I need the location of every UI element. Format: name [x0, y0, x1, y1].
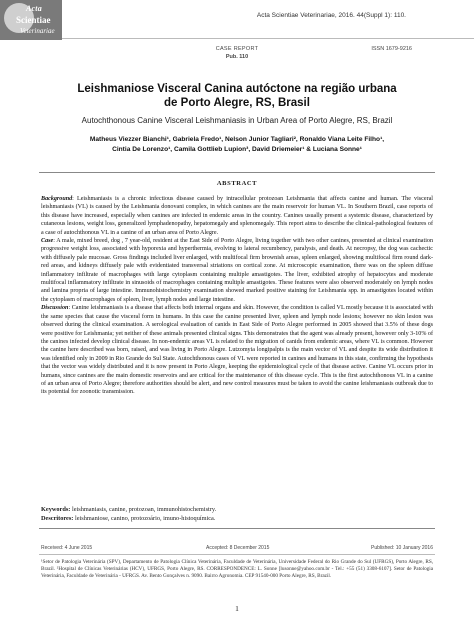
journal-logo [0, 0, 62, 40]
abstract-heading: ABSTRACT [216, 180, 258, 187]
case-label: Case [41, 238, 54, 245]
page-number: 1 [235, 604, 239, 613]
descritores-text: leishmaniose, canino, protozoário, imuno-histoquímica. [73, 514, 216, 522]
received-date: Received: 4 June 2015 [41, 545, 93, 551]
header-divider [62, 38, 474, 39]
keywords-text: leishmaniasis, canine, protozoan, immunohistochemistry. [70, 506, 217, 513]
journal-header [0, 0, 474, 40]
article-title [60, 82, 414, 110]
publication-number: Pub. 110 [225, 54, 249, 60]
logo-text-3: Veterinariae [20, 27, 55, 35]
discussion-text: : Canine leishmaniasis is a disease that affects both internal organs and skin. However, the condition is called VL mostly because it is associated with the same species that cause the visceral form in humans. In this case the canine presented liver, spleen and lymph node lesions; however no skin lesion was observed during the clinical examination. A serological evaluation of canids in East Side of Porto Alegre performed in 2005 showed that 3.5% of these dogs were positive for Leishmania; yet neither of these animals presented clinical signs. This demonstrates that the agent was already present, however only 3-10% of the canines infected develop clinical disease. In non-endemic areas VL is related to the migration of canids from endemic areas, where VL is common. However the canine here described was born, raised, and was living in Porto Alegre. Lutzomyia longipalpis is the main vector of VL and despite its wide distribution it was identified only in 2009 in Rio Grande do Sul State. Autochthonous cases of VL were reported in canines and humans in this state, confirming the hypothesis that the vector was widely distributed and it is now present in Porto Alegre, keeping the epidemiological cycle of that disease active. Canine VL occurs prior in humans, since canines are the main domestic reservoirs and are critical for the maintenance of this disease cycle. This is the first autochthonous VL in a canine of an urban area of Porto Alegre; therefore authorities should be alert, and new control measures must be taken to avoid the canine leishmaniasis outbreak due to its potential for zoonotic transmission. [41, 305, 433, 396]
article-subtitle: Autochthonous Canine Visceral Leishmaniasis in Urban Area of Porto Alegre, RS, Brazil [81, 116, 393, 125]
article-type: CASE REPORT [215, 46, 259, 52]
background-text: : Leishmaniasis is a chronic infectious disease caused by intracellular protozoan Leishmania that affects canine and human. The visceral leishmaniasis (VL) is caused by the Leishmania donovani complex, in which canines are the main reservoir for human VL. In Southern Brazil, case reports of this disease have increased, especially when canines are infected in endemic areas in the country. Canines usually present a systemic disease, characterized by cutaneous lesions, weight loss, generalized lymphadenopathy, hepatomegaly and splenomegaly. This report aims to describe the clinical-pathological features of a case of autochthonous VL in a canine of an urban area of Porto Alegre. [41, 196, 433, 236]
logo-text-2: Scientiae [16, 15, 51, 25]
author-list [50, 135, 424, 154]
authors-line-2: Cintia De Lorenzo¹, Camila Gottlieb Lupion³, David Driemeier¹ & Luciana Sonne¹ [112, 145, 362, 153]
descritores-line [41, 515, 433, 524]
footnote-divider [39, 554, 435, 555]
keywords-line [41, 506, 433, 515]
abstract-divider [39, 172, 435, 173]
discussion-label: Discussion [41, 305, 69, 312]
journal-reference: Acta Scientiae Veterinariae, 2016. 44(Suppl 1): 110. [256, 12, 406, 19]
accepted-date: Accepted: 8 December 2015 [206, 545, 270, 551]
affiliation-footnote: ¹Setor de Patologia Veterinária (SPV), Departamento de Patologia Clínica Veterinária, Faculdade de Veterinária, Universidade Federal do Rio Grande do Sul (UFRGS), Porto Alegre, RS, Brazil. ²Hospital de Clínicas Veterinárias (HCV), UFRGS, Porto Alegre, RS. CORRESPONDENCE: L. Sonne [lusonne@yahoo.com.br - Tel.: +55 (51) 3308-6107]. Setor de Patologia Veterinária, Faculdade de Veterinária - UFRGS. Av. Bento Gonçalves n. 9090. Bairro Agronomia. CEP 91540-000 Porto Alegre, RS, Brazil. [41, 559, 433, 579]
title-line-2: de Porto Alegre, RS, Brasil [164, 97, 310, 109]
logo-text-1: Acta [26, 4, 42, 13]
abstract-body [41, 195, 433, 397]
title-line-1: Leishmaniose Visceral Canina autóctone na região urbana [77, 83, 397, 95]
abstract-case [41, 237, 433, 304]
abstract-discussion [41, 304, 433, 396]
descritores-label: Descritores: [41, 514, 74, 522]
case-text: : A male, mixed breed, dog , 7 year-old, resident at the East Side of Porto Alegre, living together with two other canines, presented at clinical examination progressive weight loss, associated with hyporexia and hyperthermia, evolving to lateral recumbency, paralysis, and death. At necropsy, the dog was cachectic with diffusely pale mucosae. Gross findings included liver enlarged, with multifocal firm brownish areas, spleen enlarged, showing multifocal firm round dark-red areas, and kidneys diffusely pale with evidentiated transversal striations on cortical zone. At microscopic examination, there was on the spleen diffuse inflammatory infiltrate of macrophages with large cytoplasm containing multiple amastigotes. The liver, exhibited atrophy of hepatocytes and moderate multifocal inflammatory infiltrate in sinusoids of macrophages containing multiple amastigotes. These features were also observed moderately on lymph nodes and lamina propria of large intestine. Immunohistochemistry examination showed marked positive staining for Leishmania spp. in amastigotes located within the cytoplasm of macrophages of spleen, liver, lymph nodes and large intestine. [41, 238, 433, 303]
published-date: Published: 10 January 2016 [371, 545, 433, 551]
authors-line-1: Matheus Viezzer Bianchi¹, Gabriela Fredo¹, Nelson Junior Tagliari², Ronaldo Viana Leite Filho¹, [89, 136, 385, 143]
keywords-label: Keywords: [41, 506, 71, 513]
background-label: Background [41, 196, 73, 202]
keywords-block [41, 506, 433, 523]
keywords-divider [39, 528, 435, 529]
abstract-background [41, 195, 433, 237]
issn: ISSN 1679-9216 [371, 46, 412, 52]
